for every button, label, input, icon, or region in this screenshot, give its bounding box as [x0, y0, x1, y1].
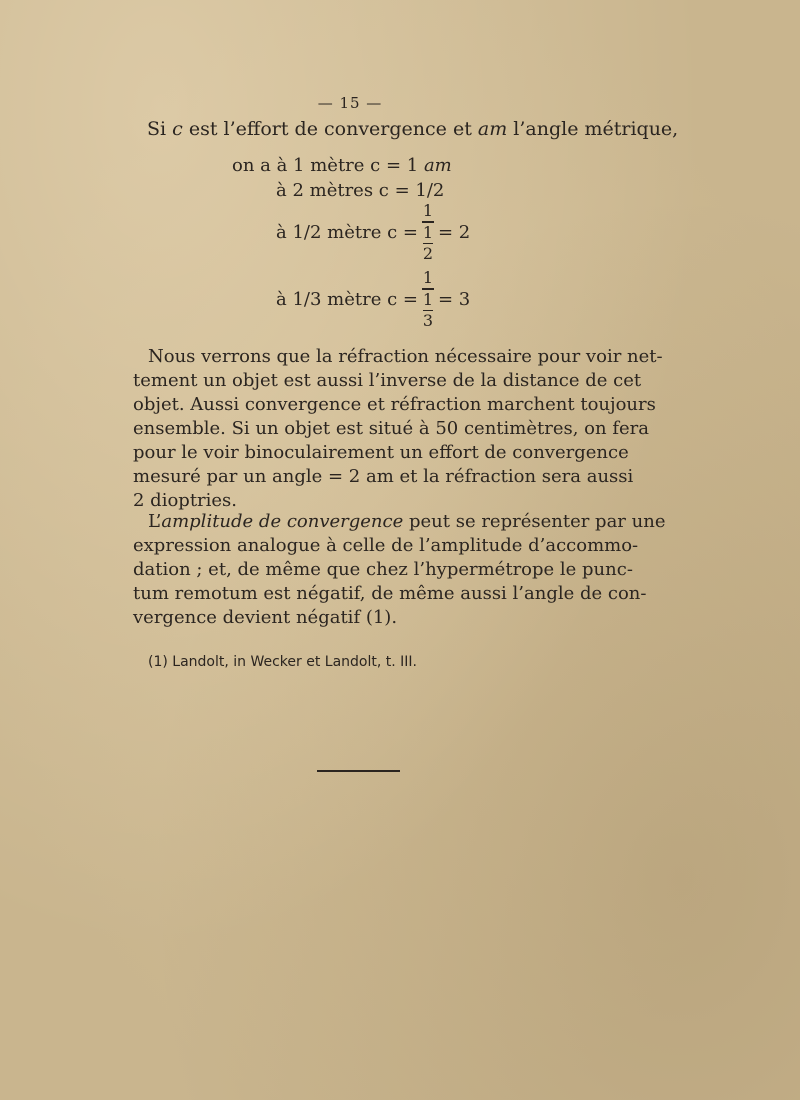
- eq3-numerator: 1: [422, 201, 434, 220]
- intro-var-c: c: [172, 118, 183, 140]
- paragraph-line: Nous verrons que la réfraction nécessaire pour voir net-: [148, 346, 663, 367]
- eq4-den-numerator: 1: [422, 289, 434, 309]
- eq1-prefix: on a à 1 mètre: [232, 155, 371, 176]
- eq3-den-numerator: 1: [422, 222, 434, 242]
- eq3-prefix: à 1/2 mètre c =: [276, 222, 418, 243]
- eq4-fraction: [422, 270, 434, 329]
- equation-2m: à 2 mètres c = 1/2: [276, 180, 445, 201]
- eq4-result: = 3: [437, 289, 471, 310]
- paragraph-refraction: [133, 345, 663, 513]
- eq3-den-denominator: 2: [422, 244, 434, 263]
- paragraph-line: dation ; et, de même que chez l’hypermétrope le punc-: [133, 559, 633, 580]
- equation-third-m: [276, 270, 470, 329]
- paragraph-line: ensemble. Si un objet est situé à 50 centimètres, on fera: [133, 418, 649, 439]
- eq3-fraction: [422, 203, 434, 262]
- paragraph-line: expression analogue à celle de l’amplitude d’accommo-: [133, 535, 639, 556]
- amplitude-rest: peut se représenter par une: [403, 511, 666, 532]
- eq3-denominator: [422, 222, 434, 263]
- intro-text-1: Si: [147, 118, 173, 140]
- footnote: (1) Landolt, in Wecker et Landolt, t. III.: [148, 654, 418, 670]
- eq4-denominator: [422, 289, 434, 330]
- equation-half-m: [276, 203, 470, 262]
- equation-1m: [232, 155, 452, 176]
- intro-line: [147, 118, 678, 140]
- eq4-numerator: 1: [422, 268, 434, 287]
- eq1-value: c = 1: [370, 155, 424, 176]
- intro-text-3: l’angle métrique,: [507, 118, 679, 140]
- paragraph-amplitude: [133, 510, 666, 630]
- intro-text-2: est l’effort de convergence et: [182, 118, 478, 140]
- paragraph-line: objet. Aussi convergence et réfraction marchent toujours: [133, 394, 656, 415]
- amplitude-term: amplitude de convergence: [161, 511, 404, 532]
- paragraph-line: [133, 510, 666, 534]
- intro-var-am: am: [477, 118, 508, 140]
- end-rule: [317, 770, 400, 772]
- eq4-prefix: à 1/3 mètre c =: [276, 289, 418, 310]
- amplitude-lead: L’: [148, 511, 162, 532]
- paragraph-line: tum remotum est négatif, de même aussi l’angle de con-: [133, 583, 647, 604]
- paragraph-line: tement un objet est aussi l’inverse de la distance de cet: [133, 370, 642, 391]
- paragraph-line: 2 dioptries.: [133, 490, 238, 511]
- eq3-result: = 2: [437, 222, 471, 243]
- paragraph-line: pour le voir binoculairement un effort de convergence: [133, 442, 629, 463]
- eq1-unit: am: [423, 155, 452, 176]
- eq4-den-denominator: 3: [422, 311, 434, 330]
- page-number: — 15 —: [317, 94, 383, 112]
- paragraph-line: vergence devient négatif (1).: [133, 607, 398, 628]
- paragraph-line: mesuré par un angle = 2 am et la réfraction sera aussi: [133, 466, 634, 487]
